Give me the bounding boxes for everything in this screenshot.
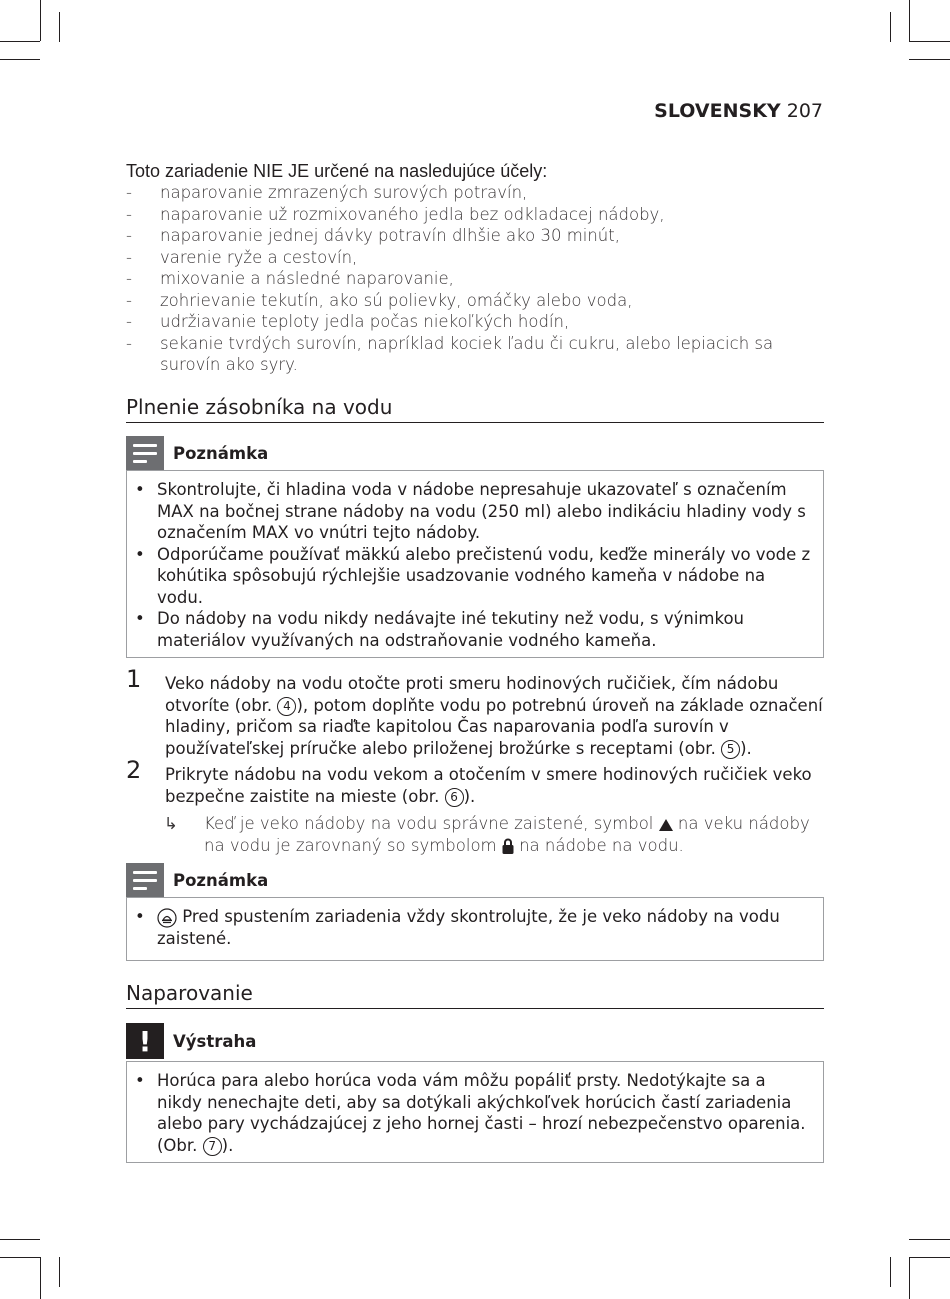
crop-mark <box>40 0 41 41</box>
figure-ref: 5 <box>721 740 740 759</box>
crop-mark <box>0 41 40 42</box>
triangle-icon <box>659 819 673 831</box>
warning-box <box>126 1061 824 1163</box>
step-text: Prikryte nádobu na vodu vekom a otočením v smere hodinových ručičiek veko bezpečne zaistite na mieste (obr. <box>165 765 812 806</box>
warning-text: Horúca para alebo horúca voda vám môžu popáliť prsty. Nedotýkajte sa a nikdy nenechajte deti, aby sa dotýkali akýchkoľvek horúcich častí zariadenia alebo pary vychádzajúcej z jeho hornej časti – hrozí nebezpečenstvo oparenia. (Obr. <box>157 1071 806 1155</box>
section-title-water-tank: Plnenie zásobníka na vodu <box>126 395 824 423</box>
note-header <box>126 863 268 897</box>
crop-mark <box>909 1239 950 1240</box>
note-label: Poznámka <box>173 870 269 890</box>
list-item: - sekanie tvrdých surovín, napríklad kociek ľadu či cukru, alebo lepiacich sa surovín ako syry. <box>126 333 824 376</box>
page-header <box>654 100 823 122</box>
crop-mark <box>40 1257 41 1299</box>
crop-mark <box>909 1257 910 1299</box>
crop-mark <box>909 1257 950 1258</box>
step-text: ). <box>463 786 476 806</box>
step-number: 1 <box>126 665 142 693</box>
step-text: ). <box>740 738 752 758</box>
step-text: Veko nádoby na vodu otočte proti smeru hodinových ručičiek, čím nádobu otvoríte (obr. <box>165 674 779 715</box>
note-item: • Do nádoby na vodu nikdy nedávajte iné tekutiny než vodu, s výnimkou materiálov využívaných na odstraňovanie vodného kameňa. <box>135 608 813 651</box>
list-item: - varenie ryže a cestovín, <box>126 247 824 269</box>
page-number: 207 <box>786 100 823 122</box>
list-item: - naparovanie už rozmixovaného jedla bez odkladacej nádoby, <box>126 204 824 226</box>
crop-mark <box>909 59 950 60</box>
note-header <box>126 436 268 470</box>
warning-icon: ! <box>126 1023 164 1059</box>
steps <box>126 665 824 856</box>
result-arrow-icon: ↳ <box>164 814 178 833</box>
note-icon <box>126 436 164 470</box>
note-box <box>126 897 824 961</box>
intro-block <box>126 160 824 376</box>
crop-mark <box>890 12 891 42</box>
result-text: Keď je veko nádoby na vodu správne zaistené, symbol <box>204 814 659 833</box>
warning-label: Výstraha <box>173 1031 257 1051</box>
crop-mark <box>59 1257 60 1287</box>
crop-mark <box>0 1239 40 1240</box>
step-result <box>126 813 824 856</box>
list-item: - mixovanie a následné naparovanie, <box>126 268 824 290</box>
intro-title: Toto zariadenie NIE JE určené na nasledujúce účely: <box>126 161 548 181</box>
note-item: • Skontrolujte, či hladina voda v nádobe nepresahuje ukazovateľ s označením MAX na bočnej strane nádoby na vodu (250 ml) alebo indikáciu hladiny vody s označením MAX vo vnútri tejto nádoby. <box>135 479 813 544</box>
section-title-steaming: Naparovanie <box>126 981 824 1009</box>
intro-list <box>126 182 824 376</box>
lock-icon <box>502 838 514 854</box>
step-text: ), potom doplňte vodu po potrebnú úroveň na základe označení hladiny, pričom sa riaďte kapitolou Čas naparovania podľa surovín v používateľskej príručke alebo priloženej brožúrke s receptami (obr. <box>165 695 823 758</box>
crop-mark <box>909 41 950 42</box>
result-text: na veku nádoby na vodu je zarovnaný so symbolom <box>204 814 810 855</box>
crop-mark <box>909 0 910 41</box>
step-number: 2 <box>126 756 142 784</box>
list-item: - udržiavanie teploty jedla počas niekoľkých hodín, <box>126 311 824 333</box>
crop-mark <box>0 59 40 60</box>
list-item: - naparovanie zmrazených surových potravín, <box>126 182 824 204</box>
note-item <box>135 906 813 949</box>
note-icon <box>126 863 164 897</box>
crop-mark <box>59 12 60 42</box>
list-item: - naparovanie jednej dávky potravín dlhšie ako 30 minút, <box>126 225 824 247</box>
warning-text: ). <box>221 1135 234 1155</box>
figure-ref: 7 <box>203 1137 222 1156</box>
crop-mark <box>0 1257 40 1258</box>
figure-ref: 4 <box>277 697 296 716</box>
list-item: - zohrievanie tekutín, ako sú polievky, omáčky alebo voda, <box>126 290 824 312</box>
note-box <box>126 470 824 658</box>
lid-lock-icon <box>157 908 177 928</box>
note-label: Poznámka <box>173 443 269 463</box>
result-text: na nádobe na vodu. <box>513 835 684 855</box>
figure-ref: 6 <box>445 788 464 807</box>
step-2 <box>126 756 824 807</box>
note-item: • Odporúčame používať mäkkú alebo prečistenú vodu, keďže minerály vo vode z kohútika spôsobujú rýchlejšie usadzovanie vodného kameňa v nádobe na vodu. <box>135 544 813 609</box>
warning-item <box>135 1070 813 1156</box>
crop-mark <box>890 1257 891 1287</box>
warning-header <box>126 1023 256 1059</box>
header-language: SLOVENSKY <box>654 100 781 122</box>
note-text: Pred spustením zariadenia vždy skontrolujte, že je veko nádoby na vodu zaistené. <box>157 907 780 948</box>
step-1 <box>126 665 824 759</box>
